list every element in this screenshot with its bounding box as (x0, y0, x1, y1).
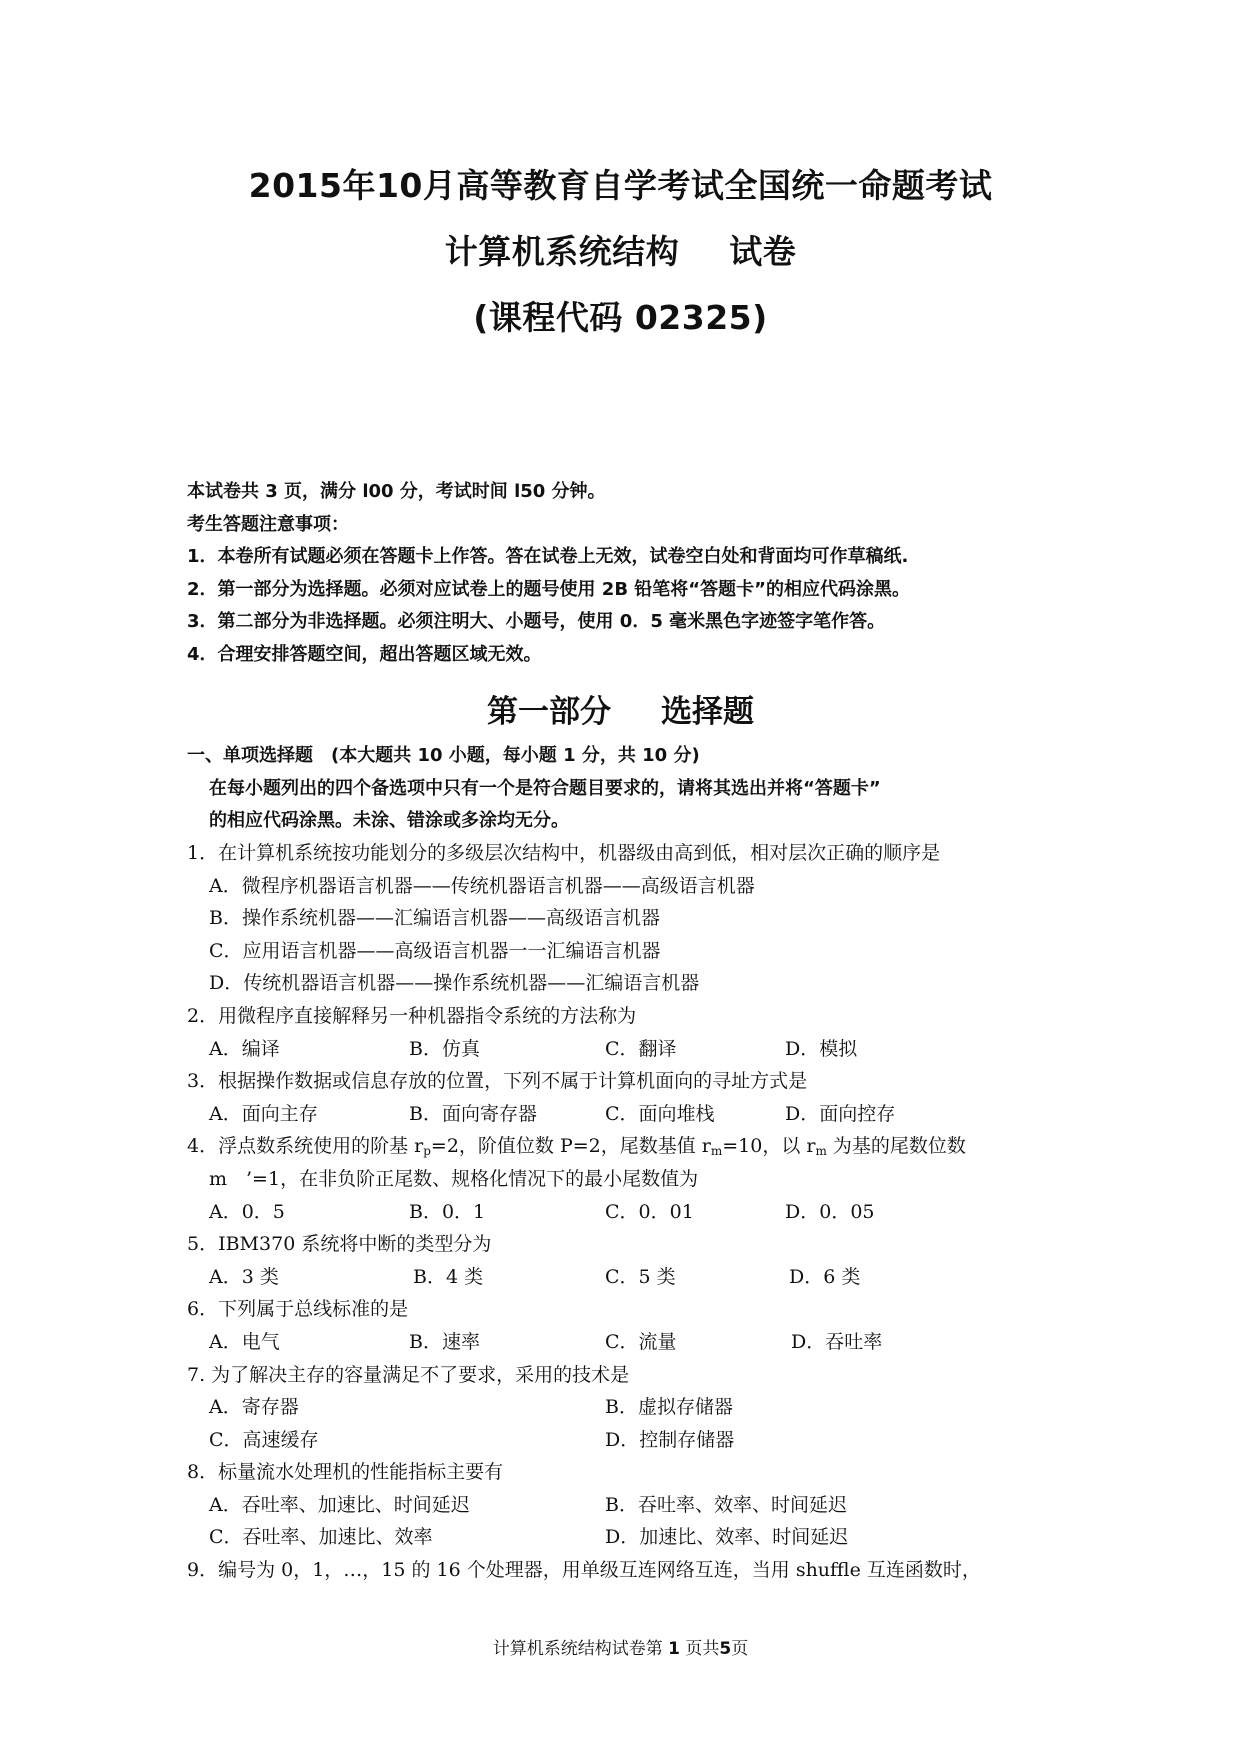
option-b: B．4 类 (413, 1265, 484, 1288)
options-row (187, 1196, 1087, 1229)
option-c: C．翻译 (605, 1037, 677, 1060)
option-c: C．应用语言机器——高级语言机器一一汇编语言机器 (209, 939, 661, 962)
page-number: 1 (668, 1639, 680, 1659)
notice-item: 1．本卷所有试题必须在答题卡上作答。答在试卷上无效，试卷空白处和背面均可作草稿纸. (187, 546, 909, 567)
section-instruction: 的相应代码涂黑。未涂、错涂或多涂均无分。 (209, 810, 569, 831)
option-a: A．面向主存 (209, 1102, 318, 1125)
course-name: 计算机系统结构 (444, 232, 680, 271)
option-a: A．电气 (209, 1330, 280, 1353)
question-stem: 1．在计算机系统按功能划分的多级层次结构中，机器级由高到低，相对层次正确的顺序是 (187, 842, 941, 864)
option-c: C．0．01 (605, 1200, 694, 1223)
notice-item: 3．第二部分为非选择题。必须注明大、小题号，使用 0．5 毫米黑色字迹签字笔作答。 (187, 611, 886, 632)
option-d: D．加速比、效率、时间延迟 (605, 1526, 849, 1549)
question-stem: 6．下列属于总线标准的是 (187, 1298, 409, 1321)
notice-item: 4．合理安排答题空间，超出答题区域无效。 (187, 643, 542, 665)
paper-label: 试卷 (729, 232, 797, 271)
question-list (187, 837, 1087, 1587)
question-stem: 2．用微程序直接解释另一种机器指令系统的方法称为 (187, 1004, 637, 1027)
options-row (187, 1261, 1087, 1294)
option-c: C．吞吐率、加速比、效率 (209, 1526, 433, 1549)
option-b: B．0．1 (409, 1200, 486, 1223)
option-d: D．控制存储器 (605, 1428, 735, 1451)
option-d: D．面向控存 (785, 1102, 896, 1125)
part-name: 第一部分 (487, 694, 611, 730)
option-a: A．吞吐率、加速比、时间延迟 (209, 1493, 470, 1516)
section-heading: 一、单项选择题 (本大题共 10 小题，每小题 1 分，共 10 分) (187, 745, 700, 766)
subscript: p (423, 1144, 431, 1159)
question-stem-continued: m ’=1，在非负阶正尾数、规格化情况下的最小尾数值为 (209, 1167, 699, 1190)
option-c: C．流量 (605, 1330, 677, 1353)
option-c: C．5 类 (605, 1265, 676, 1288)
section-instruction: 在每小题列出的四个备选项中只有一个是符合题目要求的，请将其选出并将“答题卡” (209, 777, 881, 799)
notice-item: 2．第一部分为选择题。必须对应试卷上的题号使用 2B 铅笔将“答题卡”的相应代码涂黑。 (187, 578, 910, 600)
option-a: A．3 类 (209, 1265, 279, 1288)
options-row (187, 1098, 1087, 1131)
question-stem: 8．标量流水处理机的性能指标主要有 (187, 1461, 504, 1484)
option-a: A．编译 (209, 1037, 280, 1060)
subscript: m (815, 1144, 827, 1159)
option-c: C．高速缓存 (209, 1428, 319, 1451)
page-footer (0, 1634, 1241, 1659)
option-d: D．模拟 (785, 1037, 858, 1060)
question-stem: 7. 为了解决主存的容量满足不了要求，采用的技术是 (187, 1363, 630, 1386)
question-stem: 5．IBM370 系统将中断的类型分为 (187, 1233, 492, 1256)
stem-part: =2，阶值位数 P=2，尾数基值 r (430, 1135, 711, 1158)
option-d: D．吞吐率 (791, 1330, 883, 1353)
exam-notice (187, 476, 910, 671)
options-row (187, 1326, 1087, 1359)
stem-part: =10，以 r (722, 1135, 816, 1158)
stem-part: 4．浮点数系统使用的阶基 r (187, 1135, 424, 1158)
question-stem: 3．根据操作数据或信息存放的位置，下列不属于计算机面向的寻址方式是 (187, 1070, 808, 1093)
course-title (0, 226, 1241, 273)
option-d: D．0．05 (785, 1200, 875, 1223)
question-stem: 9．编号为 0，1，…，15 的 16 个处理器，用单级互连网络互连，当用 shuffle 互连函数时， (187, 1559, 981, 1582)
options-row (187, 1391, 1087, 1424)
option-a: A．寄存器 (209, 1396, 299, 1419)
part-type: 选择题 (661, 694, 754, 730)
footer-text: 页 (731, 1639, 749, 1659)
question-stem (187, 1130, 1087, 1163)
notice-summary: 本试卷共 3 页，满分 l00 分，考试时间 l50 分钟。 (187, 481, 606, 502)
option-b: B．面向寄存器 (409, 1102, 537, 1125)
notice-heading: 考生答题注意事项： (187, 513, 349, 535)
option-b: B．仿真 (409, 1037, 480, 1060)
option-a: A．0．5 (209, 1200, 285, 1223)
course-code: (课程代码 02325) (473, 298, 768, 337)
options-row (187, 1033, 1087, 1066)
page-total: 5 (719, 1639, 732, 1659)
part-title (0, 686, 1241, 731)
option-b: B．吞吐率、效率、时间延迟 (605, 1493, 847, 1516)
option-a: A．微程序机器语言机器——传统机器语言机器——高级语言机器 (209, 874, 755, 897)
options-row (187, 1521, 1087, 1554)
exam-title: 2015年10月高等教育自学考试全国统一命题考试 (248, 166, 993, 205)
footer-text: 页共 (685, 1639, 720, 1659)
stem-part: 为基的尾数位数 (826, 1135, 966, 1158)
subscript: m (710, 1144, 723, 1159)
option-c: C．面向堆栈 (605, 1102, 715, 1125)
option-b: B．虚拟存储器 (605, 1396, 733, 1419)
options-row (187, 1424, 1087, 1457)
footer-text: 计算机系统结构试卷第 (492, 1639, 663, 1659)
options-row (187, 1489, 1087, 1522)
option-d: D．6 类 (789, 1265, 861, 1288)
option-d: D．传统机器语言机器——操作系统机器——汇编语言机器 (209, 972, 700, 995)
section-header (187, 740, 881, 838)
option-b: B．速率 (409, 1330, 480, 1353)
option-b: B．操作系统机器——汇编语言机器——高级语言机器 (209, 907, 660, 930)
